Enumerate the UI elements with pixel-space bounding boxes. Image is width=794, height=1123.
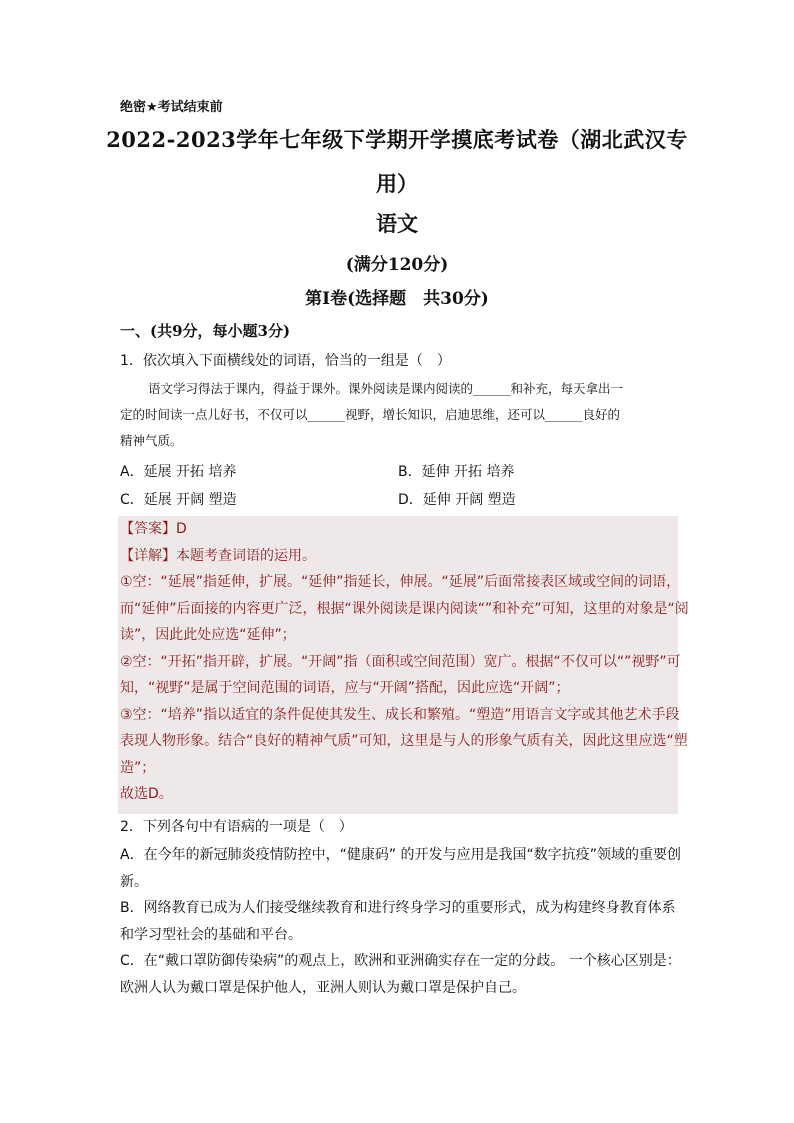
question-2-line: B．网络教育已成为人们接受继续教育和进行终身学习的重要形式，成为构建终身教育体系: [120, 900, 676, 916]
answer-line: 知，“视野”是属于空间范围的词语，应与“开阔”搭配，因此应选“开阔”；: [120, 680, 570, 696]
question-2-line: 欧洲人认为戴口罩是保护他人，亚洲人则认为戴口罩是保护自己。: [120, 979, 526, 996]
option-b: B．延伸 开拓 培养: [398, 464, 515, 480]
answer-line: ②空：“开拓”指开辟，扩展。“开阔”指（面积或空间范围）宽广。根据“不仅可以“”视野”可: [120, 653, 681, 670]
answer-line: 读”，因此此处应选“延伸”；: [120, 627, 296, 643]
passage-line: 语文学习得法于课内，得益于课外。课外阅读是课内阅读的______和补充，每天拿出一: [148, 381, 624, 396]
option-a: A．延展 开拓 培养: [120, 464, 237, 480]
question-2-options: [120, 842, 682, 1001]
option-d: D．延伸 开阔 塑造: [398, 492, 516, 508]
answer-line: 表现人物形象。结合“良好的精神气质”可知，这里是与人的形象气质有关，因此这里应选“塑: [120, 733, 688, 749]
question-2-line: 新。: [120, 873, 148, 890]
question-2-line: A．在今年的新冠肺炎疫情防控中，“健康码” 的开发与应用是我国“数字抗疫”领域的重要创: [120, 847, 682, 863]
subject-title: 语文: [376, 211, 418, 236]
answer-line: ③空：“培养”指以适宜的条件促使其发生、成长和繁殖。“塑造”用语言文字或其他艺术手段: [120, 706, 680, 723]
answer-line: 【详解】本题考查词语的运用。: [120, 547, 316, 564]
answer-line: 故选D。: [120, 786, 173, 802]
question-1-passage: [120, 376, 676, 454]
passage-line: 精神气质。: [120, 433, 183, 448]
answer-line: 【答案】D: [120, 521, 187, 537]
question-2-stem: 2．下列各句中有语病的一项是（ ）: [120, 819, 353, 835]
question-2-line: C．在“戴口罩防御传染病”的观点上，欧洲和亚洲确实存在一定的分歧。 一个核心区别是：: [120, 953, 681, 969]
answer-line: ①空：“延展”指延伸，扩展。“延伸”指延长，伸展。“延展”后面常接表区域或空间的词语，: [120, 574, 681, 590]
part-heading: 第Ⅰ卷(选择题 共30分): [305, 289, 489, 309]
section-heading: 一、(共9分，每小题3分): [120, 322, 291, 340]
option-c: C．延展 开阔 塑造: [120, 492, 237, 508]
answer-explanation: [120, 516, 689, 808]
answer-line: 而“延伸”后面接的内容更广泛，根据“课外阅读是课内阅读“”和补充”可知，这里的对象是“阅: [120, 600, 689, 617]
question-2-line: 和学习型社会的基础和平台。: [120, 926, 302, 943]
full-score: (满分120分): [345, 255, 449, 275]
question-1-stem: 1．依次填入下面横线处的词语，恰当的一组是（ ）: [120, 353, 451, 369]
exam-title-line1: 2022-2023学年七年级下学期开学摸底考试卷（湖北武汉专: [106, 127, 688, 152]
passage-line: 定的时间读一点儿好书，不仅可以______视野，增长知识，启迪思维，还可以______良好的: [120, 407, 621, 422]
exam-title-line2: 用）: [376, 171, 418, 196]
answer-line: 造”；: [120, 759, 156, 776]
confidential-label: 绝密★考试结束前: [120, 100, 223, 115]
